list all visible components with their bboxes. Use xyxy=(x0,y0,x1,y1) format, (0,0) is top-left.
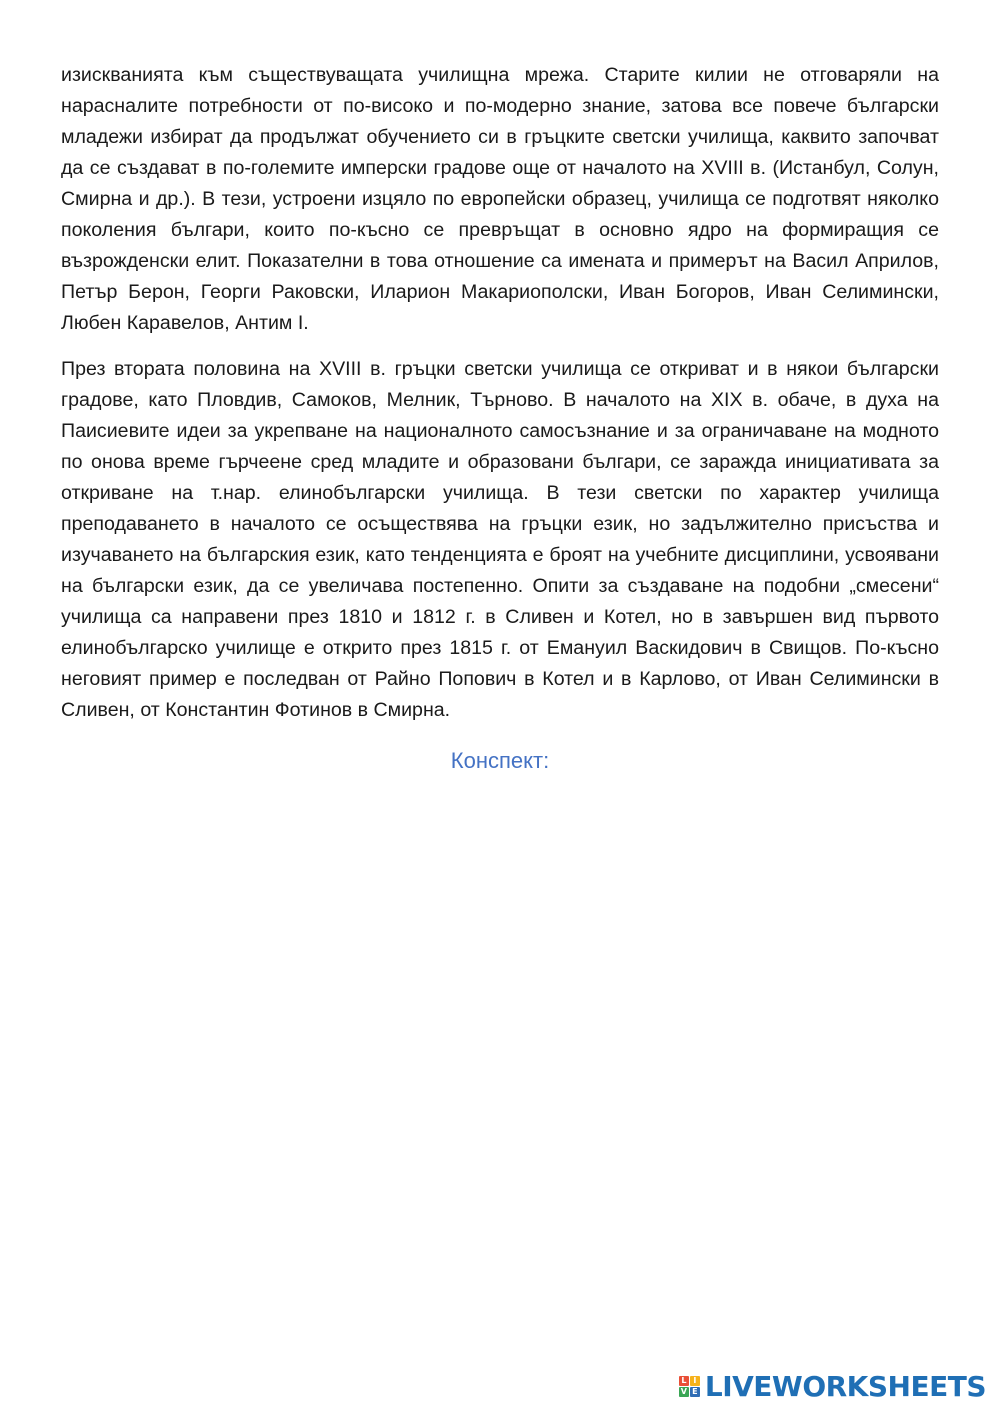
body-paragraph-1: изискванията към съществуващата училищна мрежа. Старите килии не отговаряли на нарасналите потребности от по-високо и по-модерно знание, затова все повече български младежи избират да продължат обучението си в гръцките светски училища, каквито започват да се създават в по-големите имперски градове още от началото на XVIII в. (Истанбул, Солун, Смирна и др.). В тези, устроени изцяло по европейски образец, училища се подготвят няколко поколения българи, които по-късно се превръщат в основно ядро на формиращия се възрожденски елит. Показателни в това отношение са имената и примерът на Васил Априлов, Петър Берон, Георги Раковски, Иларион Макариополски, Иван Богоров, Иван Селимински, Любен Каравелов, Антим I. xyxy=(61,64,939,334)
konspekt-heading: Конспект: xyxy=(450,748,550,773)
liveworksheets-logo-icon xyxy=(679,1376,700,1397)
logo-letter-e: E xyxy=(690,1387,700,1397)
logo-letter-v: V xyxy=(680,1386,687,1396)
document-page xyxy=(61,60,939,776)
logo-letter-i: I xyxy=(690,1376,700,1386)
logo-letter-l: L xyxy=(679,1376,689,1386)
liveworksheets-brand-text: LIVEWORKSHEETS xyxy=(704,1369,986,1403)
liveworksheets-watermark xyxy=(679,1368,986,1404)
body-paragraph-2: През втората половина на XVIII в. гръцки светски училища се откриват и в някои български градове, като Пловдив, Самоков, Мелник, Търново. В началото на XIX в. обаче, в духа на Паисиевите идеи за укрепване на националното самосъзнание и за ограничаване на модното по онова време гърчеене сред младите и образовани българи, се заражда инициативата за откриване на т.нар. елинобългарски училища. В тези светски по характер училища преподаването в началото се осъществява на гръцки език, но задължително присъства и изучаването на българския език, като тенденцията е броят на учебните дисциплини, усвоявани на български език, да се увеличава постепенно. Опити за създаване на подобни „смесени“ училища са направени през 1810 и 1812 г. в Сливен и Котел, но в завършен вид първото елинобългарско училище е открито през 1815 г. от Емануил Васкидович в Свищов. По-късно неговият пример е последван от Райно Попович в Котел и в Карлово, от Иван Селимински в Сливен, от Константин Фотинов в Смирна. xyxy=(61,358,939,721)
